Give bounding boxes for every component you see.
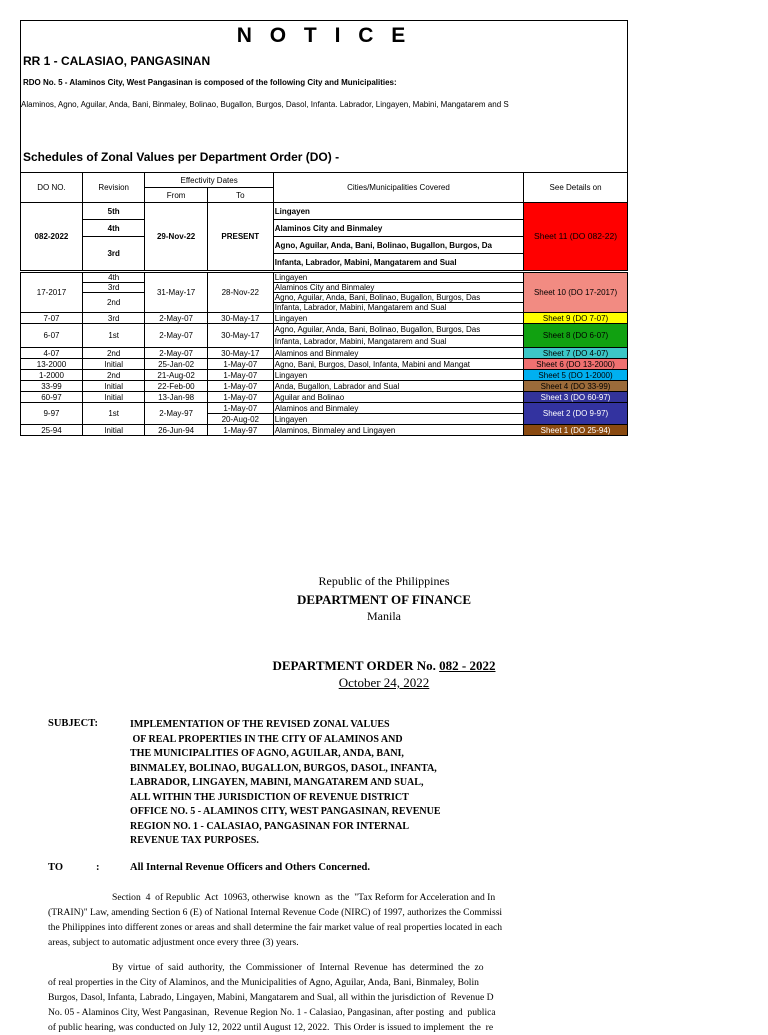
cities-covered: Infanta, Labrador, Mabini, Mangatarem and Sual — [273, 303, 523, 313]
rdo-description: RDO No. 5 - Alaminos City, West Pangasinan is composed of the following City and Municipalities: — [20, 72, 628, 94]
do-number: 4-07 — [21, 348, 83, 359]
from-date: 2-May-07 — [145, 324, 207, 348]
sheet-link[interactable]: Sheet 11 (DO 082-22) — [524, 203, 628, 271]
to-label: TO — [48, 862, 63, 873]
revision: 1st — [82, 324, 144, 348]
cities-covered: Infanta, Labrador, Mabini, Mangatarem and Sual — [273, 254, 523, 271]
do-number: 17-2017 — [21, 273, 83, 313]
table-row — [21, 324, 628, 336]
revenue-region: RR 1 - CALASIAO, PANGASINAN — [20, 50, 628, 72]
cities-covered: Infanta, Labrador, Mabini, Mangatarem and Sual — [273, 336, 523, 348]
from-date: 31-May-17 — [145, 273, 207, 313]
revision: 4th — [82, 220, 144, 237]
paragraph-line: areas, subject to automatic adjustment once every three (3) years. — [48, 937, 299, 948]
table-row — [21, 273, 628, 283]
revision: Initial — [82, 381, 144, 392]
order-number-line — [0, 658, 768, 674]
zonal-values-table — [20, 172, 628, 436]
revision: 3rd — [82, 237, 144, 271]
do-number: 7-07 — [21, 313, 83, 324]
to-date: 28-Nov-22 — [207, 273, 273, 313]
cities-covered: Agno, Aguilar, Anda, Bani, Bolinao, Bugallon, Burgos, Da — [273, 237, 523, 254]
do-number: 1-2000 — [21, 370, 83, 381]
paragraph-line: of real properties in the City of Alaminos, and the Municipalities of Agno, Aguilar, Anda, Bani, Binmaley, Bolin — [48, 977, 479, 988]
to-date: 30-May-17 — [207, 324, 273, 348]
revision: 1st — [82, 403, 144, 425]
subject-text — [130, 718, 510, 849]
header-effectivity: Effectivity Dates — [145, 173, 273, 188]
cities-covered: Alaminos City and Binmaley — [273, 220, 523, 237]
subject-line: REVENUE TAX PURPOSES. — [130, 835, 259, 846]
table-row — [21, 203, 628, 220]
subject-line: THE MUNICIPALITIES OF AGNO, AGUILAR, ANDA, BANI, — [130, 748, 404, 759]
sheet-link[interactable]: Sheet 8 (DO 6-07) — [524, 324, 628, 348]
do-number: 6-07 — [21, 324, 83, 348]
paragraph-line: By virtue of said authority, the Commissioner of Internal Revenue has determined the zo — [112, 962, 484, 973]
revision: 3rd — [82, 313, 144, 324]
from-date: 2-May-07 — [145, 348, 207, 359]
subject-line: OFFICE NO. 5 - ALAMINOS CITY, WEST PANGASINAN, REVENUE — [130, 806, 441, 817]
cities-covered: Lingayen — [273, 370, 523, 381]
cities-covered: Lingayen — [273, 273, 523, 283]
cities-covered: Alaminos City and Binmaley — [273, 283, 523, 293]
cities-covered: Lingayen — [273, 313, 523, 324]
order-number: 082 - 2022 — [439, 658, 496, 673]
table-row — [21, 359, 628, 370]
sheet-link[interactable]: Sheet 5 (DO 1-2000) — [524, 370, 628, 381]
revision: 2nd — [82, 370, 144, 381]
sheet-link[interactable]: Sheet 3 (DO 60-97) — [524, 392, 628, 403]
paragraph-line: the Philippines into different zones or areas and shall determine the fair market value of real properties located in each — [48, 922, 503, 933]
paragraph-1 — [48, 890, 760, 950]
from-date: 25-Jan-02 — [145, 359, 207, 370]
sheet-link[interactable]: Sheet 6 (DO 13-2000) — [524, 359, 628, 370]
from-date: 13-Jan-98 — [145, 392, 207, 403]
header-to: To — [207, 188, 273, 203]
municipalities-list — [20, 94, 628, 142]
to-date: 30-May-17 — [207, 313, 273, 324]
subject-line: IMPLEMENTATION OF THE REVISED ZONAL VALUES — [130, 719, 390, 730]
table-row — [21, 392, 628, 403]
paragraph-2 — [48, 960, 760, 1033]
to-date: 20-Aug-02 — [207, 414, 273, 425]
sheet-link[interactable]: Sheet 2 (DO 9-97) — [524, 403, 628, 425]
from-date: 2-May-97 — [145, 403, 207, 425]
revision: 2nd — [82, 348, 144, 359]
do-number: 082-2022 — [21, 203, 83, 271]
cities-covered: Aguilar and Bolinao — [273, 392, 523, 403]
order-date — [0, 675, 768, 691]
table-row — [21, 370, 628, 381]
republic-line: Republic of the Philippines — [318, 574, 450, 588]
do-number: 25-94 — [21, 425, 83, 436]
revision: 3rd — [82, 283, 144, 293]
subject-label: SUBJECT: — [48, 718, 98, 729]
subject-line: OF REAL PROPERTIES IN THE CITY OF ALAMINOS AND — [130, 733, 403, 745]
to-date: PRESENT — [207, 203, 273, 271]
to-date: 1-May-07 — [207, 381, 273, 392]
table-row — [21, 425, 628, 436]
paragraph-line: Burgos, Dasol, Infanta, Labrado, Lingayen, Mabini, Mangatarem and Sual, all within the jurisdiction of Revenue D — [48, 992, 494, 1003]
sheet-link[interactable]: Sheet 9 (DO 7-07) — [524, 313, 628, 324]
notice-title: N O T I C E — [20, 20, 628, 50]
cities-covered: Agno, Bani, Burgos, Dasol, Infanta, Mabini and Mangat — [273, 359, 523, 370]
revision: Initial — [82, 359, 144, 370]
do-number: 60-97 — [21, 392, 83, 403]
table-row — [21, 403, 628, 414]
cities-covered: Alaminos and Binmaley — [273, 403, 523, 414]
from-date: 26-Jun-94 — [145, 425, 207, 436]
revision: Initial — [82, 392, 144, 403]
revision: 2nd — [82, 293, 144, 313]
to-date: 30-May-17 — [207, 348, 273, 359]
cities-covered: Alaminos and Binmaley — [273, 348, 523, 359]
header-details: See Details on — [524, 173, 628, 203]
revision: 4th — [82, 273, 144, 283]
from-date: 22-Feb-00 — [145, 381, 207, 392]
municipalities-text: Alaminos, Agno, Aguilar, Anda, Bani, Binmaley, Bolinao, Bugallon, Burgos, Dasol, Infanta. Labrador, Lingayen, Mabini, Mangatarem and S — [21, 100, 509, 109]
sheet-link[interactable]: Sheet 4 (DO 33-99) — [524, 381, 628, 392]
header-do-no: DO NO. — [21, 173, 83, 203]
cities-covered: Alaminos, Binmaley and Lingayen — [273, 425, 523, 436]
notice-sheet — [20, 20, 628, 440]
to-date: 1-May-07 — [207, 370, 273, 381]
sheet-link[interactable]: Sheet 10 (DO 17-2017) — [524, 273, 628, 313]
order-label: DEPARTMENT ORDER No. — [272, 658, 436, 673]
table-row — [21, 313, 628, 324]
subject-line: ALL WITHIN THE JURISDICTION OF REVENUE DISTRICT — [130, 791, 409, 803]
cities-covered: Agno, Aguilar, Anda, Bani, Bolinao, Bugallon, Burgos, Das — [273, 324, 523, 336]
paragraph-line: of public hearing, was conducted on July 12, 2022 until August 12, 2022. This Order is issued to implement the re — [48, 1022, 494, 1033]
subject-line: LABRADOR, LINGAYEN, MABINI, MANGATAREM AND SUAL, — [130, 777, 424, 788]
department-name: DEPARTMENT OF FINANCE — [296, 592, 472, 607]
sheet-link[interactable]: Sheet 1 (DO 25-94) — [524, 425, 628, 436]
paragraph-line: Section 4 of Republic Act 10963, otherwise known as the "Tax Reform for Acceleration and In — [112, 892, 496, 903]
sheet-link[interactable]: Sheet 7 (DO 4-07) — [524, 348, 628, 359]
schedules-heading: Schedules of Zonal Values per Department Order (DO) - — [20, 142, 628, 172]
to-date: 1-May-07 — [207, 392, 273, 403]
do-number: 13-2000 — [21, 359, 83, 370]
header-revision: Revision — [82, 173, 144, 203]
to-date: 1-May-07 — [207, 359, 273, 370]
to-date: 1-May-07 — [207, 403, 273, 414]
do-number: 33-99 — [21, 381, 83, 392]
to-date: 1-May-97 — [207, 425, 273, 436]
from-date: 21-Aug-02 — [145, 370, 207, 381]
to-recipients: All Internal Revenue Officers and Others Concerned. — [130, 862, 371, 873]
cities-covered: Anda, Bugallon, Labrador and Sual — [273, 381, 523, 392]
from-date: 2-May-07 — [145, 313, 207, 324]
paragraph-line: (TRAIN)" Law, amending Section 6 (E) of National Internal Revenue Code (NIRC) of 1997, authorizes the Commissi — [48, 907, 503, 918]
revision: 5th — [82, 203, 144, 220]
revision: Initial — [82, 425, 144, 436]
order-date-text: October 24, 2022 — [338, 675, 430, 690]
cities-covered: Agno, Aguilar, Anda, Bani, Bolinao, Bugallon, Burgos, Das — [273, 293, 523, 303]
table-row — [21, 381, 628, 392]
city-line: Manila — [367, 609, 401, 623]
header-cities: Cities/Municipalities Covered — [273, 173, 523, 203]
subject-line: REGION NO. 1 - CALASIAO, PANGASINAN FOR INTERNAL — [130, 820, 410, 832]
subject-line: BINMALEY, BOLINAO, BUGALLON, BURGOS, DASOL, INFANTA, — [130, 762, 437, 774]
table-row — [21, 348, 628, 359]
to-colon: : — [96, 862, 100, 873]
table-header-row — [21, 173, 628, 188]
do-number: 9-97 — [21, 403, 83, 425]
cities-covered: Lingayen — [273, 414, 523, 425]
paragraph-line: No. 05 - Alaminos City, West Pangasinan, Revenue Region No. 1 - Calasiao, Pangasinan, after posting and publica — [48, 1007, 496, 1018]
cities-covered: Lingayen — [273, 203, 523, 220]
header-from: From — [145, 188, 207, 203]
from-date: 29-Nov-22 — [145, 203, 207, 271]
